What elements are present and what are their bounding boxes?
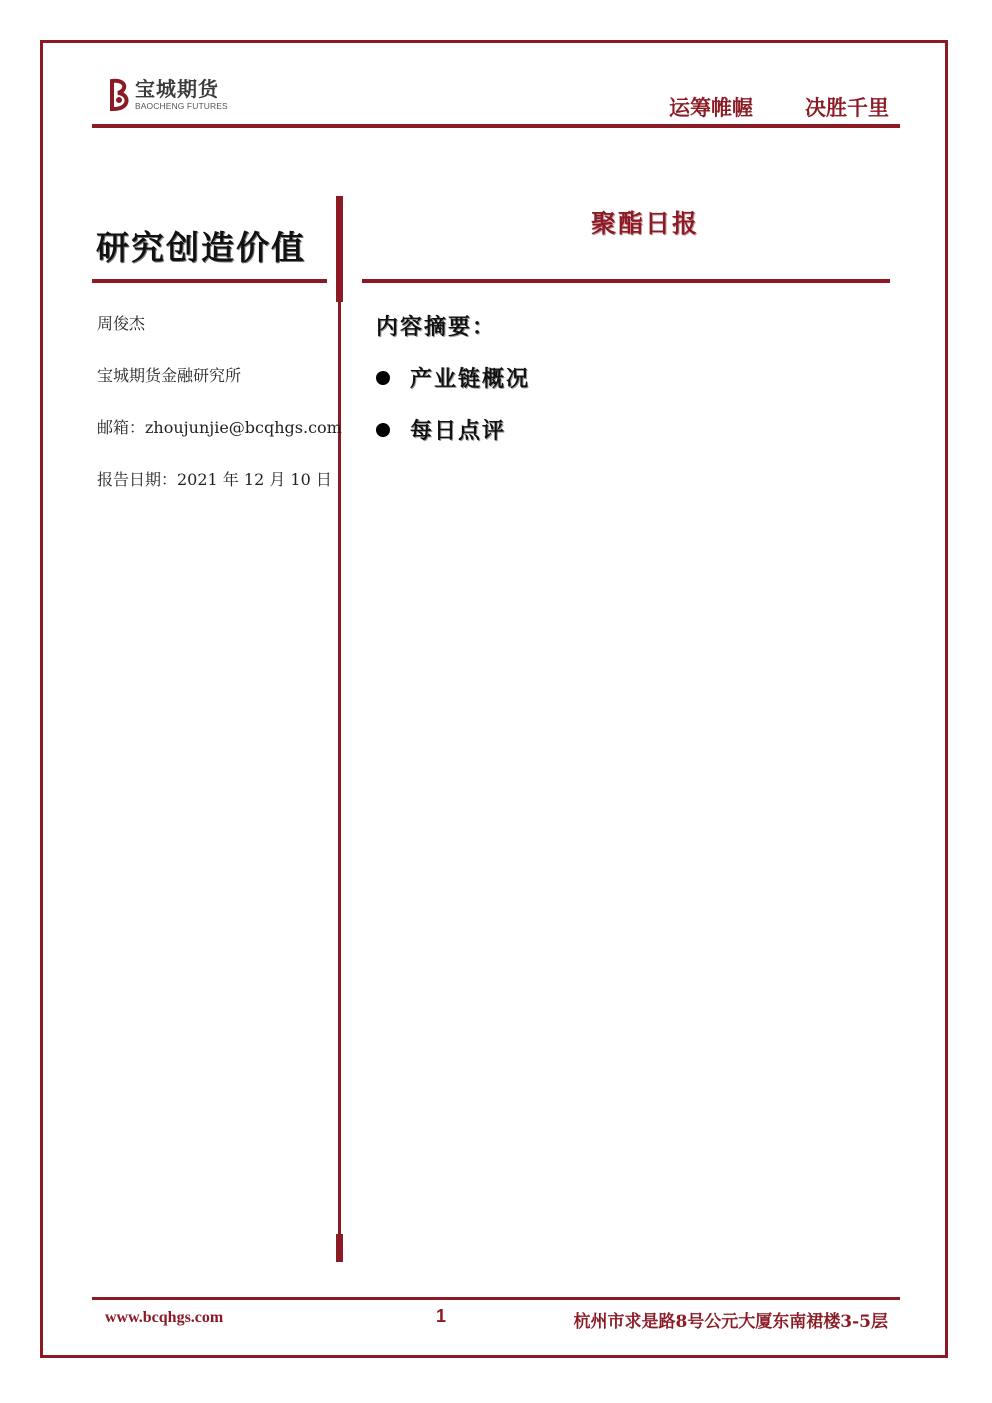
author-email: 邮箱：zhoujunjie@bcqhgs.com — [97, 418, 342, 437]
author-name: 周俊杰 — [97, 314, 146, 333]
slogan — [669, 92, 889, 122]
vertical-divider-bottom-accent — [336, 1234, 343, 1262]
footer-address: 杭州市求是路8号公元大厦东南裙楼3-5层 — [573, 1312, 888, 1332]
page-number: 1 — [436, 1306, 447, 1326]
summary-item — [376, 414, 506, 445]
summary-item — [376, 362, 530, 393]
logo-mark-icon — [106, 78, 132, 112]
report-title: 聚酯日报 — [590, 209, 699, 238]
research-institute: 宝城期货金融研究所 — [97, 366, 242, 385]
left-column-divider — [92, 279, 327, 283]
slogan-part-1: 运筹帷幄 — [669, 95, 753, 120]
summary-item-label: 产业链概况 — [410, 366, 531, 392]
report-date: 报告日期：2021 年 12 月 10 日 — [97, 470, 332, 489]
bullet-icon — [376, 423, 390, 437]
company-logo — [106, 78, 228, 112]
header-divider — [92, 124, 900, 128]
footer-divider — [92, 1297, 900, 1300]
slogan-part-2: 决胜千里 — [805, 95, 889, 120]
summary-heading: 内容摘要： — [376, 314, 497, 340]
vertical-divider — [338, 196, 341, 1262]
vertical-divider-top-accent — [336, 196, 343, 302]
right-column-divider — [362, 279, 890, 283]
logo-chinese-name: 宝城期货 — [135, 77, 219, 102]
summary-item-label: 每日点评 — [410, 418, 507, 444]
footer-website-link[interactable]: www.bcqhgs.com — [105, 1309, 224, 1326]
bullet-icon — [376, 371, 390, 385]
left-column-title: 研究创造价值 — [96, 228, 306, 267]
logo-english-name: BAOCHENG FUTURES — [135, 101, 228, 112]
